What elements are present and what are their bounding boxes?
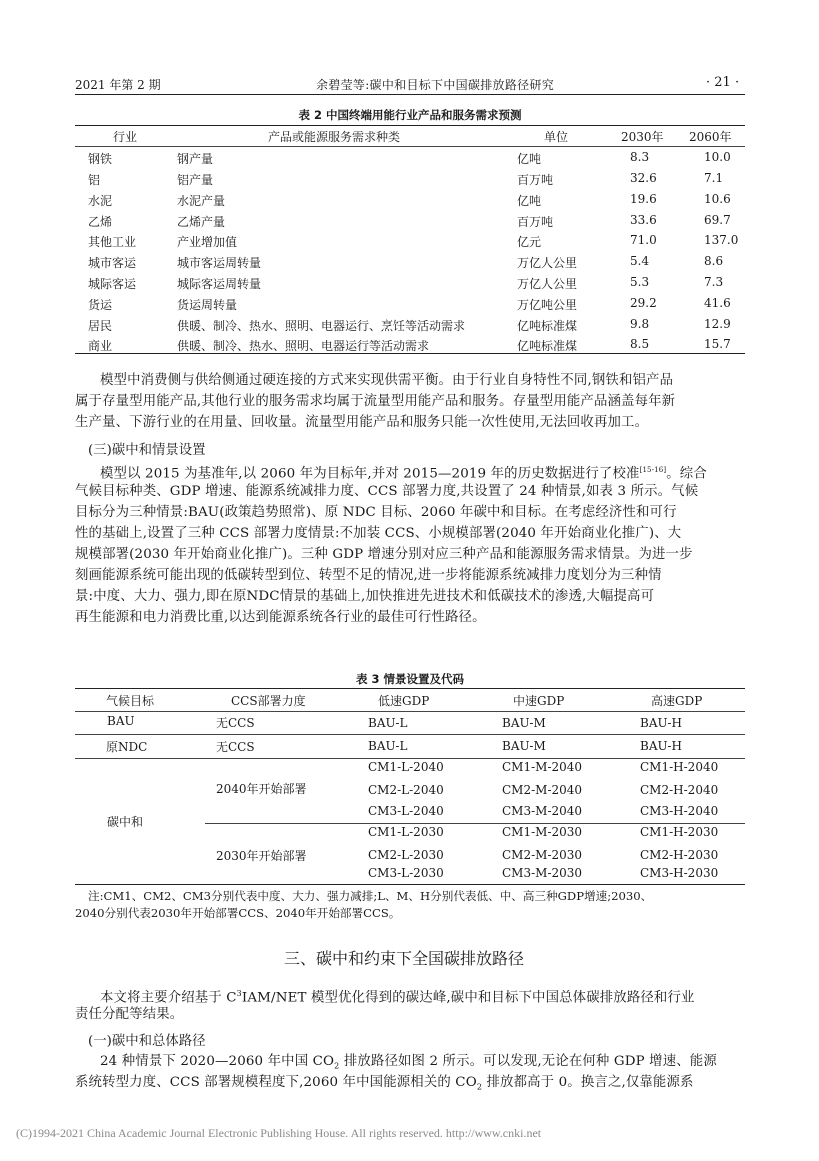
table3-bau-target: BAU — [107, 714, 135, 728]
table3-code: CM2-H-2030 — [640, 848, 719, 862]
section-title: 三、碳中和约束下全国碳排放路径 — [284, 949, 525, 968]
table3-code: BAU-H — [640, 716, 682, 730]
table2-cell: 69.7 — [704, 213, 731, 227]
table3-header-ccs: CCS部署力度 — [231, 694, 306, 708]
paragraph-line: 性的基础上,设置了三种 CCS 部署力度情景:不加装 CCS、小规模部署(2040 年开始商业化推广)、大 — [75, 526, 682, 541]
table2-cell: 城际客运 — [88, 277, 137, 291]
table2-caption: 表 2 中国终端用能行业产品和服务需求预测 — [298, 108, 522, 122]
table2-cell: 19.6 — [630, 192, 657, 206]
table3-note-line: 2040分别代表2030年开始部署CCS、2040年开始部署CCS。 — [75, 906, 401, 920]
table3-code: BAU-M — [502, 739, 546, 753]
paragraph-line: 再生能源和电力消费比重,以达到能源系统各行业的最佳可行性路径。 — [75, 610, 486, 625]
table2-cell: 15.7 — [704, 337, 731, 351]
table3-code: CM3-L-2040 — [368, 804, 444, 818]
table2-cell: 9.8 — [630, 317, 650, 331]
paragraph-line: 属于存量型用能产品,其他行业的服务需求均属于流量型用能产品和服务。存量型用能产品涵盖每年新 — [75, 394, 676, 409]
table3-code: CM3-L-2030 — [368, 866, 444, 880]
table2-header-unit: 单位 — [544, 130, 569, 144]
table2-cell: 5.3 — [630, 275, 650, 289]
paragraph-line: 模型以 2015 为基准年,以 2060 年为目标年,并对 2015—2019 年的历史数据进行了校准[15-16]。综合 — [100, 466, 707, 482]
running-title: 余碧莹等:碳中和目标下中国碳排放路径研究 — [316, 78, 555, 92]
table2-header-2060: 2060年 — [689, 130, 732, 144]
table2-cell: 货运周转量 — [177, 298, 238, 312]
paragraph-line: 景:中度、大力、强力,即在原NDC情景的基础上,加快推进先进技术和低碳技术的渗透,大幅提高可 — [75, 589, 655, 604]
table3-group-rule — [205, 823, 745, 824]
table3-header-mid: 中速GDP — [513, 694, 565, 708]
table3-ccs-2040: 2040年开始部署 — [216, 782, 307, 796]
table2-cell: 8.6 — [704, 254, 724, 268]
journal-issue: 2021 年第 2 期 — [75, 78, 161, 92]
table3-header-rule — [75, 711, 745, 712]
table2-cell: 亿吨标准煤 — [517, 319, 578, 333]
table3-row-rule — [75, 758, 745, 759]
citation: [15-16] — [639, 466, 667, 474]
table3-code: BAU-L — [368, 716, 408, 730]
table3-bottom-rule — [75, 884, 745, 885]
table2-cell: 41.6 — [704, 296, 731, 310]
table2-header-rule — [75, 146, 745, 147]
table2-cell: 7.1 — [704, 171, 724, 185]
table3-code: CM3-M-2030 — [502, 866, 583, 880]
table2-cell: 万亿人公里 — [517, 277, 578, 291]
table2-cell: 钢产量 — [177, 152, 214, 166]
table2-cell: 7.3 — [704, 275, 724, 289]
table2-cell: 水泥 — [88, 194, 113, 208]
table3-ndc-ccs: 无CCS — [216, 740, 255, 754]
header-rule — [75, 94, 745, 95]
table2-cell: 亿吨 — [517, 152, 542, 166]
table3-caption: 表 3 情景设置及代码 — [355, 672, 464, 686]
paragraph-line: 责任分配等结果。 — [75, 1007, 184, 1022]
table3-ndc-target: 原NDC — [106, 740, 148, 754]
table3-code: CM1-H-2030 — [640, 825, 719, 839]
table2-cell: 万亿吨公里 — [517, 298, 578, 312]
table2-cell: 供暖、制冷、热水、照明、电器运行等活动需求 — [177, 339, 430, 353]
section-heading-scenario: (三)碳中和情景设置 — [88, 443, 206, 458]
table2-cell: 71.0 — [630, 233, 657, 247]
paragraph-line: 目标分为三种情景:BAU(政策趋势照常)、原 NDC 目标、2060 年碳中和目标。在考虑经济性和可行 — [75, 505, 677, 520]
table3-code: CM2-M-2040 — [502, 783, 583, 797]
table3-code: CM2-H-2040 — [640, 783, 719, 797]
table2-cell: 亿元 — [517, 235, 542, 249]
table3-header-target: 气候目标 — [106, 694, 155, 708]
table2-cell: 乙烯 — [88, 215, 113, 229]
table2-cell: 货运 — [88, 298, 113, 312]
table2-cell: 8.3 — [630, 150, 650, 164]
table2-cell: 百万吨 — [517, 215, 554, 229]
table3-code: BAU-H — [640, 739, 682, 753]
table3-code: CM1-M-2030 — [502, 825, 583, 839]
table2-cell: 铝 — [88, 173, 101, 187]
table3-bau-ccs: 无CCS — [216, 716, 255, 730]
table2-cell: 商业 — [88, 339, 113, 353]
table3-code: CM2-L-2040 — [368, 783, 444, 797]
table2-cell: 8.5 — [630, 337, 650, 351]
paragraph-line: 刻画能源系统可能出现的低碳转型到位、转型不足的情况,进一步将能源系统减排力度划分为三种情 — [75, 568, 662, 583]
table2-cell: 10.6 — [704, 192, 731, 206]
table2-header-2030: 2030年 — [621, 130, 664, 144]
table2-bottom-rule — [75, 353, 745, 354]
table2-cell: 钢铁 — [88, 152, 113, 166]
table3-header-high: 高速GDP — [651, 694, 703, 708]
paragraph-line: 本文将主要介绍基于 $C^3IAM$/NET 模型优化得到的碳达峰,碳中和目标下中国总体碳排放路径和行业 — [100, 989, 695, 1006]
table3-code: CM3-H-2030 — [640, 866, 719, 880]
table3-code: BAU-M — [502, 716, 546, 730]
table2-header-industry: 行业 — [113, 130, 138, 144]
table2-cell: 乙烯产量 — [177, 215, 226, 229]
table2-cell: 亿吨 — [517, 194, 542, 208]
table3-ccs-2030: 2030年开始部署 — [216, 849, 307, 863]
table3-code: CM3-M-2040 — [502, 804, 583, 818]
paragraph-line: 系统转型力度、CCS 部署规模程度下,2060 年中国能源相关的 $CO_2$ 排放都高于 0。换言之,仅靠能源系 — [75, 1075, 694, 1092]
table2-cell: 其他工业 — [88, 235, 137, 249]
table2-cell: 亿吨标准煤 — [517, 339, 578, 353]
table2-cell: 10.0 — [704, 150, 731, 164]
paragraph-line: 模型中消费侧与供给侧通过硬连接的方式来实现供需平衡。由于行业自身特性不同,钢铁和铝产品 — [100, 373, 674, 388]
paragraph-line: 规模部署(2030 年开始商业化推广)。三种 GDP 增速分别对应三种产品和能源服务需求情景。为进一步 — [75, 547, 693, 562]
table2-cell: 铝产量 — [177, 173, 214, 187]
table2-cell: 12.9 — [704, 317, 731, 331]
table2-cell: 32.6 — [630, 171, 657, 185]
copyright-footer: (C)1994-2021 China Academic Journal Electronic Publishing House. All rights reserved. http://www.cnki.net — [16, 1126, 542, 1140]
paragraph-line: 24 种情景下 2020—2060 年中国 $CO_2$ 排放路径如图 2 所示。可以发现,无论在何种 GDP 增速、能源 — [100, 1054, 717, 1071]
table2-cell: 29.2 — [630, 296, 657, 310]
table3-code: CM1-H-2040 — [640, 760, 719, 774]
table3-code: CM1-M-2040 — [502, 760, 583, 774]
page-number: · 21 · — [706, 75, 740, 90]
table3-header-low: 低速GDP — [378, 694, 430, 708]
table2-cell: 供暖、制冷、热水、照明、电器运行、烹饪等活动需求 — [177, 319, 466, 333]
table2-top-rule — [75, 125, 745, 126]
table2-cell: 水泥产量 — [177, 194, 226, 208]
table2-cell: 万亿人公里 — [517, 256, 578, 270]
table3-code: CM3-H-2040 — [640, 804, 719, 818]
table2-cell: 137.0 — [704, 233, 739, 247]
table2-cell: 居民 — [88, 319, 113, 333]
table3-code: CM1-L-2030 — [368, 825, 444, 839]
table2-cell: 5.4 — [630, 254, 650, 268]
table3-code: CM1-L-2040 — [368, 760, 444, 774]
paragraph-line: 生产量、下游行业的在用量、回收量。流量型用能产品和服务只能一次性使用,无法回收再加工。 — [75, 415, 649, 430]
table2-cell: 城市客运周转量 — [177, 256, 262, 270]
paragraph-line: 气候目标种类、GDP 增速、能源系统减排力度、CCS 部署力度,共设置了 24 种情景,如表 3 所示。气候 — [75, 484, 699, 499]
table3-code: CM2-M-2030 — [502, 848, 583, 862]
section-heading-overall-path: (一)碳中和总体路径 — [88, 1034, 206, 1049]
table2-cell: 百万吨 — [517, 173, 554, 187]
table3-row-rule — [75, 734, 745, 735]
table2-cell: 产业增加值 — [177, 235, 238, 249]
table3-note-line: 注:CM1、CM2、CM3分别代表中度、大力、强力减排;L、M、H分别代表低、中、高三种GDP增速;2030、 — [88, 889, 653, 903]
table3-cn-target: 碳中和 — [107, 815, 144, 829]
table2-header-demand: 产品或能源服务需求种类 — [268, 130, 401, 144]
table2-cell: 33.6 — [630, 213, 657, 227]
table3-top-rule — [75, 688, 745, 689]
table3-code: CM2-L-2030 — [368, 848, 444, 862]
table2-cell: 城市客运 — [88, 256, 137, 270]
table2-cell: 城际客运周转量 — [177, 277, 262, 291]
table3-code: BAU-L — [368, 739, 408, 753]
